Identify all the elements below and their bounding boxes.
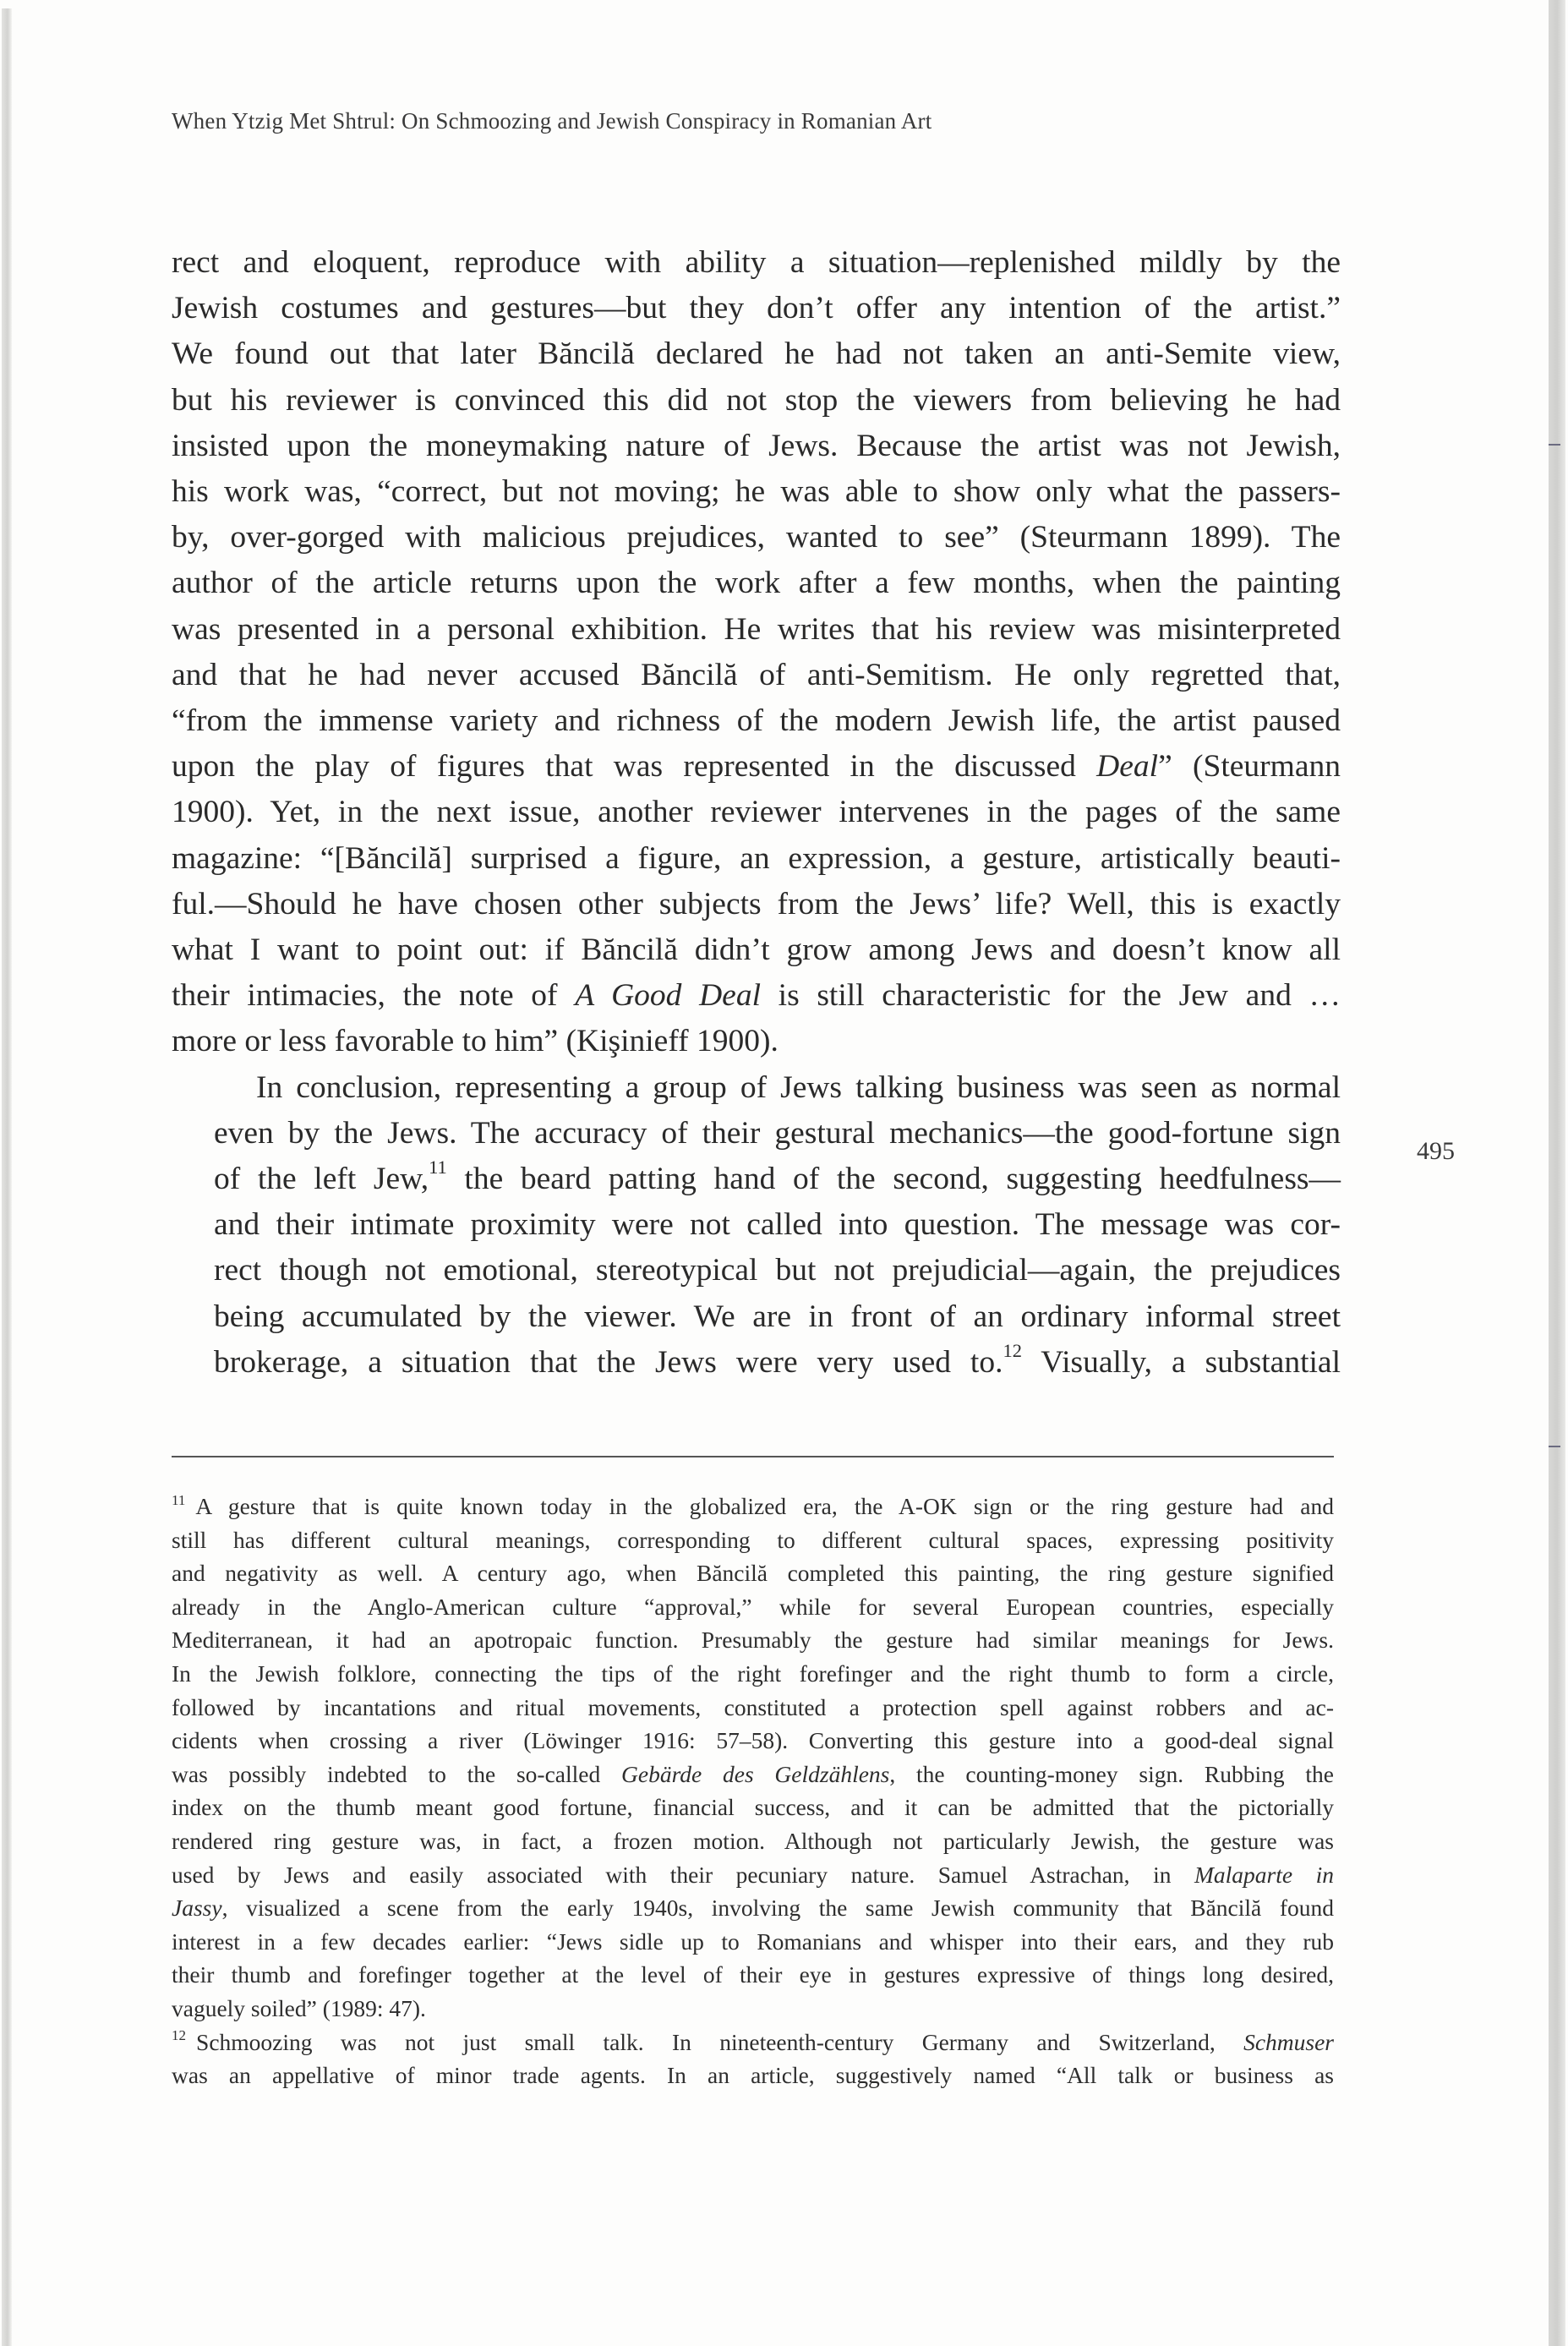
text-line: interest in a few decades earlier: “Jews sidle up to Romanians and whisper into their ears, and they rub (172, 1928, 1334, 1955)
text-line: more or less favorable to him” (Kişinieff 1900). (172, 1024, 779, 1059)
text-line: and negativity as well. A century ago, when Băncilă completed this painting, the ring gesture signified (172, 1560, 1334, 1587)
text-line: vaguely soiled” (1989: 47). (172, 1994, 426, 2021)
page-number: 495 (1417, 1137, 1455, 1165)
footnote-11 (172, 1490, 1334, 2026)
text-span: Visually, a substantial (1021, 1344, 1341, 1380)
text-span: used by Jews and easily associated with their pecuniary nature. Samuel Astrachan, in (172, 1861, 1194, 1888)
text-span: is still characteristic for the Jew and … (760, 978, 1341, 1014)
footnote-reference[interactable]: 12 (1003, 1339, 1022, 1361)
text-line: was an appellative of minor trade agents. In an article, suggestively named “All talk or business as (172, 2062, 1334, 2089)
text-line: already in the Anglo-American culture “approval,” while for several European countries, especially (172, 1593, 1334, 1620)
footnote-separator (172, 1456, 1334, 1457)
text-line: their thumb and forefinger together at the level of their eye in gestures expressive of things long desired, (172, 1961, 1334, 1988)
text-line (172, 2026, 1334, 2059)
text-span: ” (Steurmann (1158, 749, 1341, 785)
text-line: and that he had never accused Băncilă of anti-Semitism. He only regretted that, (172, 657, 1341, 692)
text-line: his work was, “correct, but not moving; he was able to show only what the passers- (172, 474, 1341, 510)
text-span: the beard patting hand of the second, suggesting heedfulness— (446, 1162, 1341, 1197)
text-line: was presented in a personal exhibition. He writes that his review was misinterpreted (172, 611, 1341, 647)
footnote-reference[interactable]: 11 (429, 1157, 447, 1178)
artwork-title: A Good Deal (575, 978, 761, 1014)
foreign-term: Schmuser (1243, 2028, 1334, 2055)
text-line: 1900). Yet, in the next issue, another reviewer intervenes in the pages of the same (172, 795, 1341, 830)
text-span: , the counting-money sign. Rubbing the (889, 1760, 1334, 1787)
text-line: Mediterranean, it had an apotropaic function. Presumably the gesture had similar meanings for Jews. (172, 1627, 1334, 1654)
footnote-number: 12 (172, 2027, 187, 2044)
text-line: rect though not emotional, stereotypical but not prejudicial—again, the prejudices (214, 1253, 1341, 1288)
text-line: Jewish costumes and gestures—but they don’t offer any intention of the artist.” (172, 291, 1341, 326)
text-span: of the left Jew, (214, 1162, 429, 1197)
text-line: being accumulated by the viewer. We are in front of an ordinary informal street (214, 1299, 1341, 1334)
text-line: In conclusion, representing a group of Jews talking business was seen as normal (256, 1069, 1341, 1105)
text-line (172, 1490, 1334, 1523)
text-line (172, 1157, 1341, 1202)
body-text (172, 240, 1341, 1386)
text-line: “from the immense variety and richness of the modern Jewish life, the artist paused (172, 703, 1341, 739)
book-title: Malaparte in (1194, 1861, 1334, 1888)
footnote-12 (172, 2026, 1334, 2092)
page-edge-mark (1549, 1446, 1560, 1447)
text-span: Schmoozing was not just small talk. In nineteenth-century Germany and Switzerland, (196, 2028, 1244, 2055)
text-line: rendered ring gesture was, in fact, a frozen motion. Although not particularly Jewish, the gesture was (172, 1827, 1334, 1854)
text-line (172, 1758, 1334, 1791)
text-line: and their intimate proximity were not called into question. The message was cor- (214, 1207, 1341, 1243)
paragraph (172, 1065, 1341, 1386)
text-line: still has different cultural meanings, corresponding to different cultural spaces, expressing positivity (172, 1526, 1334, 1553)
text-line: ful.—Should he have chosen other subjects from the Jews’ life? Well, this is exactly (172, 886, 1341, 921)
text-line (172, 744, 1341, 790)
text-span: was possibly indebted to the so-called (172, 1760, 622, 1787)
page-edge-right (1549, 0, 1565, 2346)
text-line: by, over-gorged with malicious prejudices, wanted to see” (Steurmann 1899). The (172, 520, 1341, 555)
text-line: followed by incantations and ritual movements, constituted a protection spell against robbers and ac- (172, 1693, 1334, 1720)
text-line: but his reviewer is convinced this did not stop the viewers from believing he had (172, 382, 1341, 418)
page-edge-left (2, 8, 12, 2346)
footnotes (172, 1490, 1334, 2092)
text-line: index on the thumb meant good fortune, financial success, and it can be admitted that the pictorially (172, 1794, 1334, 1821)
text-span: upon the play of figures that was represented in the discussed (172, 749, 1097, 785)
artwork-title: Deal (1096, 749, 1159, 785)
running-head: When Ytzig Met Shtrul: On Schmoozing and Jewish Conspiracy in Romanian Art (172, 108, 932, 134)
text-span: their intimacies, the note of (172, 978, 576, 1014)
text-span: brokerage, a situation that the Jews were very used to. (214, 1344, 1003, 1380)
text-line: In the Jewish folklore, connecting the tips of the right forefinger and the right thumb to form a circle, (172, 1660, 1334, 1687)
text-line: what I want to point out: if Băncilă didn’t grow among Jews and doesn’t know all (172, 932, 1341, 968)
text-line: even by the Jews. The accuracy of their gestural mechanics—the good-fortune sign (214, 1115, 1341, 1151)
page-edge-mark (1549, 444, 1560, 446)
text-line (172, 1340, 1341, 1386)
text-line: cidents when crossing a river (Löwinger 1916: 57–58). Converting this gesture into a good-deal signal (172, 1727, 1334, 1754)
text-line (172, 1858, 1334, 1892)
text-line: We found out that later Băncilă declared he had not taken an anti-Semite view, (172, 336, 1341, 372)
text-span: A gesture that is quite known today in the globalized era, the A-OK sign or the ring gesture had and (195, 1493, 1334, 1519)
paragraph (172, 240, 1341, 1065)
text-line: rect and eloquent, reproduce with ability a situation—replenished mildly by the (172, 245, 1341, 280)
text-line: magazine: “[Băncilă] surprised a figure, an expression, a gesture, artistically beauti- (172, 840, 1341, 876)
book-title: Jassy (172, 1895, 222, 1922)
foreign-term: Gebärde des Geldzählens (621, 1760, 890, 1787)
text-span: , visualized a scene from the early 1940s, involving the same Jewish community that Băncilă found (221, 1895, 1334, 1922)
footnote-number: 11 (172, 1491, 186, 1508)
text-line (172, 1891, 1334, 1925)
text-line: insisted upon the moneymaking nature of Jews. Because the artist was not Jewish, (172, 428, 1341, 463)
text-line: author of the article returns upon the work after a few months, when the painting (172, 566, 1341, 601)
text-line (172, 973, 1341, 1019)
